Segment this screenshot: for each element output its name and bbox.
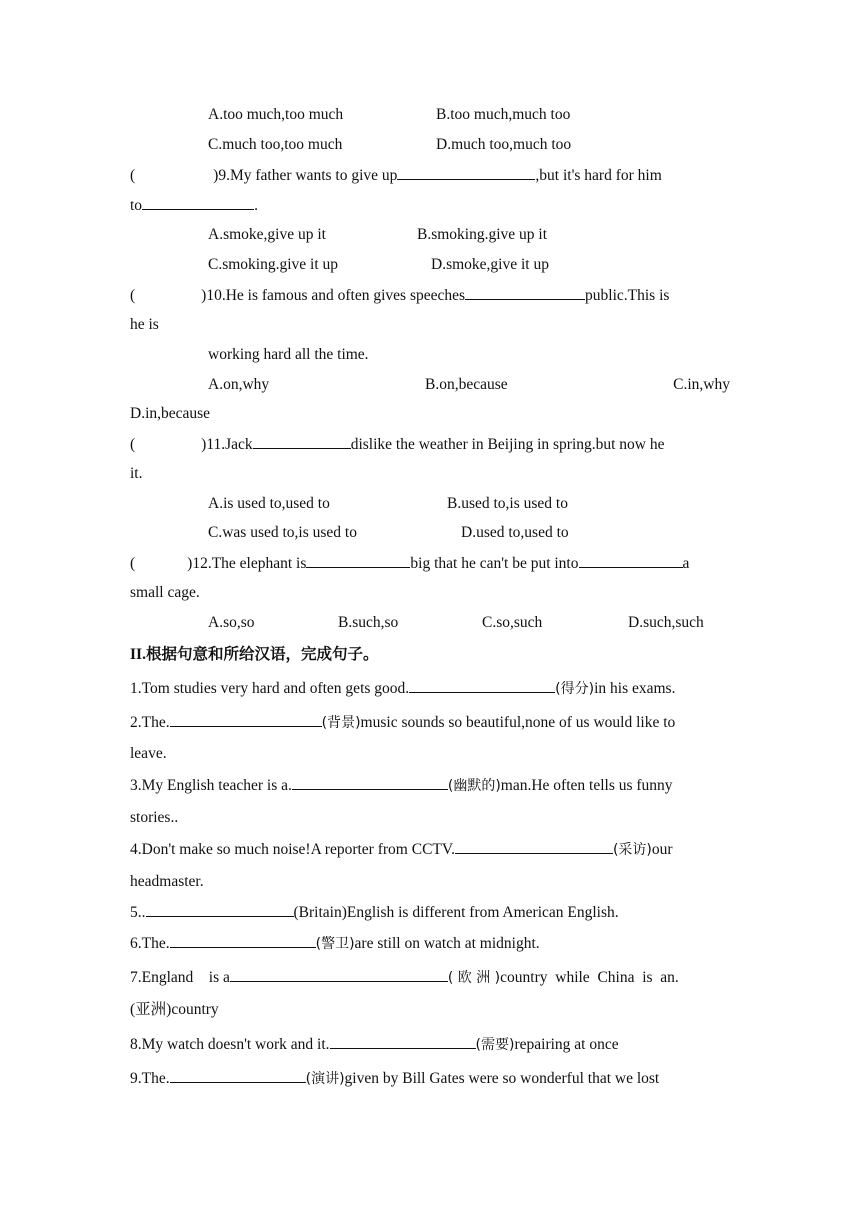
- q9-paren: (: [130, 167, 136, 184]
- fill-item-5: 5.. (Britain)English is different from American English.: [130, 904, 619, 921]
- q10-continuation: he is: [130, 316, 159, 333]
- q11-option-a: A.is used to,used to: [208, 495, 330, 512]
- q8-option-b: B.too much,much too: [436, 106, 571, 123]
- q9-continuation: to .: [130, 197, 258, 214]
- answer-blank[interactable]: [170, 933, 316, 948]
- fill-item-7-continuation: (亚洲)country: [130, 1001, 219, 1018]
- answer-blank[interactable]: [146, 902, 294, 917]
- answer-blank[interactable]: [170, 1068, 306, 1083]
- q8-option-d: D.much too,much too: [436, 136, 572, 153]
- section-heading: II.根据句意和所给汉语，完成句子。: [130, 646, 379, 663]
- q11-option-c: C.was used to,is used to: [208, 524, 357, 541]
- fill-item-9: 9.The. (演讲)given by Bill Gates were so wonderful that we lost: [130, 1070, 660, 1087]
- q9-option-c: C.smoking.give it up: [208, 256, 339, 273]
- answer-blank[interactable]: [465, 285, 585, 300]
- fill-item-4: 4.Don't make so much noise!A reporter from CCTV. (采访)our: [130, 841, 673, 858]
- fill-item-2-continuation: leave.: [130, 745, 167, 762]
- q11-option-b: B.used to,is used to: [447, 495, 568, 512]
- q10-option-a: A.on,why: [208, 376, 270, 393]
- answer-blank[interactable]: [306, 553, 410, 568]
- fill-item-3-continuation: stories..: [130, 809, 179, 826]
- answer-blank[interactable]: [455, 839, 613, 854]
- answer-blank[interactable]: [170, 712, 322, 727]
- q12-option-d: D.such,such: [628, 614, 704, 631]
- fill-item-1: 1.Tom studies very hard and often gets good. (得分)in his exams.: [130, 680, 676, 697]
- answer-blank[interactable]: [292, 775, 448, 790]
- q10-continuation-2: working hard all the time.: [208, 346, 369, 363]
- fill-item-3: 3.My English teacher is a. (幽默的)man.He often tells us funny: [130, 777, 673, 794]
- q12-option-a: A.so,so: [208, 614, 255, 631]
- q11-continuation: it.: [130, 465, 143, 482]
- answer-blank[interactable]: [579, 553, 683, 568]
- fill-item-4-continuation: headmaster.: [130, 873, 204, 890]
- q11-question: ( )11.Jack dislike the weather in Beijing in spring.but now he: [130, 436, 665, 453]
- q12-option-b: B.such,so: [338, 614, 399, 631]
- answer-blank[interactable]: [253, 434, 351, 449]
- q10-question: ( )10.He is famous and often gives speeches public.This is: [130, 287, 670, 304]
- q11-option-d: D.used to,used to: [461, 524, 569, 541]
- answer-blank[interactable]: [330, 1034, 476, 1049]
- q8-option-a: A.too much,too much: [208, 106, 344, 123]
- q10-option-d: D.in,because: [130, 405, 211, 422]
- q9-option-a: A.smoke,give up it: [208, 226, 326, 243]
- q9-question: ( )9.My father wants to give up ,but it's hard for him: [130, 167, 662, 184]
- q10-option-c: C.in,why: [673, 376, 730, 393]
- q8-option-c: C.much too,too much: [208, 136, 343, 153]
- fill-item-2: 2.The. (背景)music sounds so beautiful,none of us would like to: [130, 714, 676, 731]
- answer-blank[interactable]: [409, 678, 555, 693]
- q12-continuation: small cage.: [130, 584, 200, 601]
- fill-item-7: 7.England is a ( 欧 洲 )country while China is an.: [130, 969, 679, 986]
- fill-item-8: 8.My watch doesn't work and it. (需要)repairing at once: [130, 1036, 619, 1053]
- answer-blank[interactable]: [397, 165, 535, 180]
- fill-item-6: 6.The. (警卫)are still on watch at midnight.: [130, 935, 540, 952]
- q12-question: ( )12.The elephant is big that he can't be put into a: [130, 555, 690, 572]
- q9-option-d: D.smoke,give it up: [431, 256, 549, 273]
- q12-option-c: C.so,such: [482, 614, 543, 631]
- answer-blank[interactable]: [230, 967, 448, 982]
- answer-blank[interactable]: [142, 195, 254, 210]
- q9-option-b: B.smoking.give up it: [417, 226, 548, 243]
- q10-option-b: B.on,because: [425, 376, 508, 393]
